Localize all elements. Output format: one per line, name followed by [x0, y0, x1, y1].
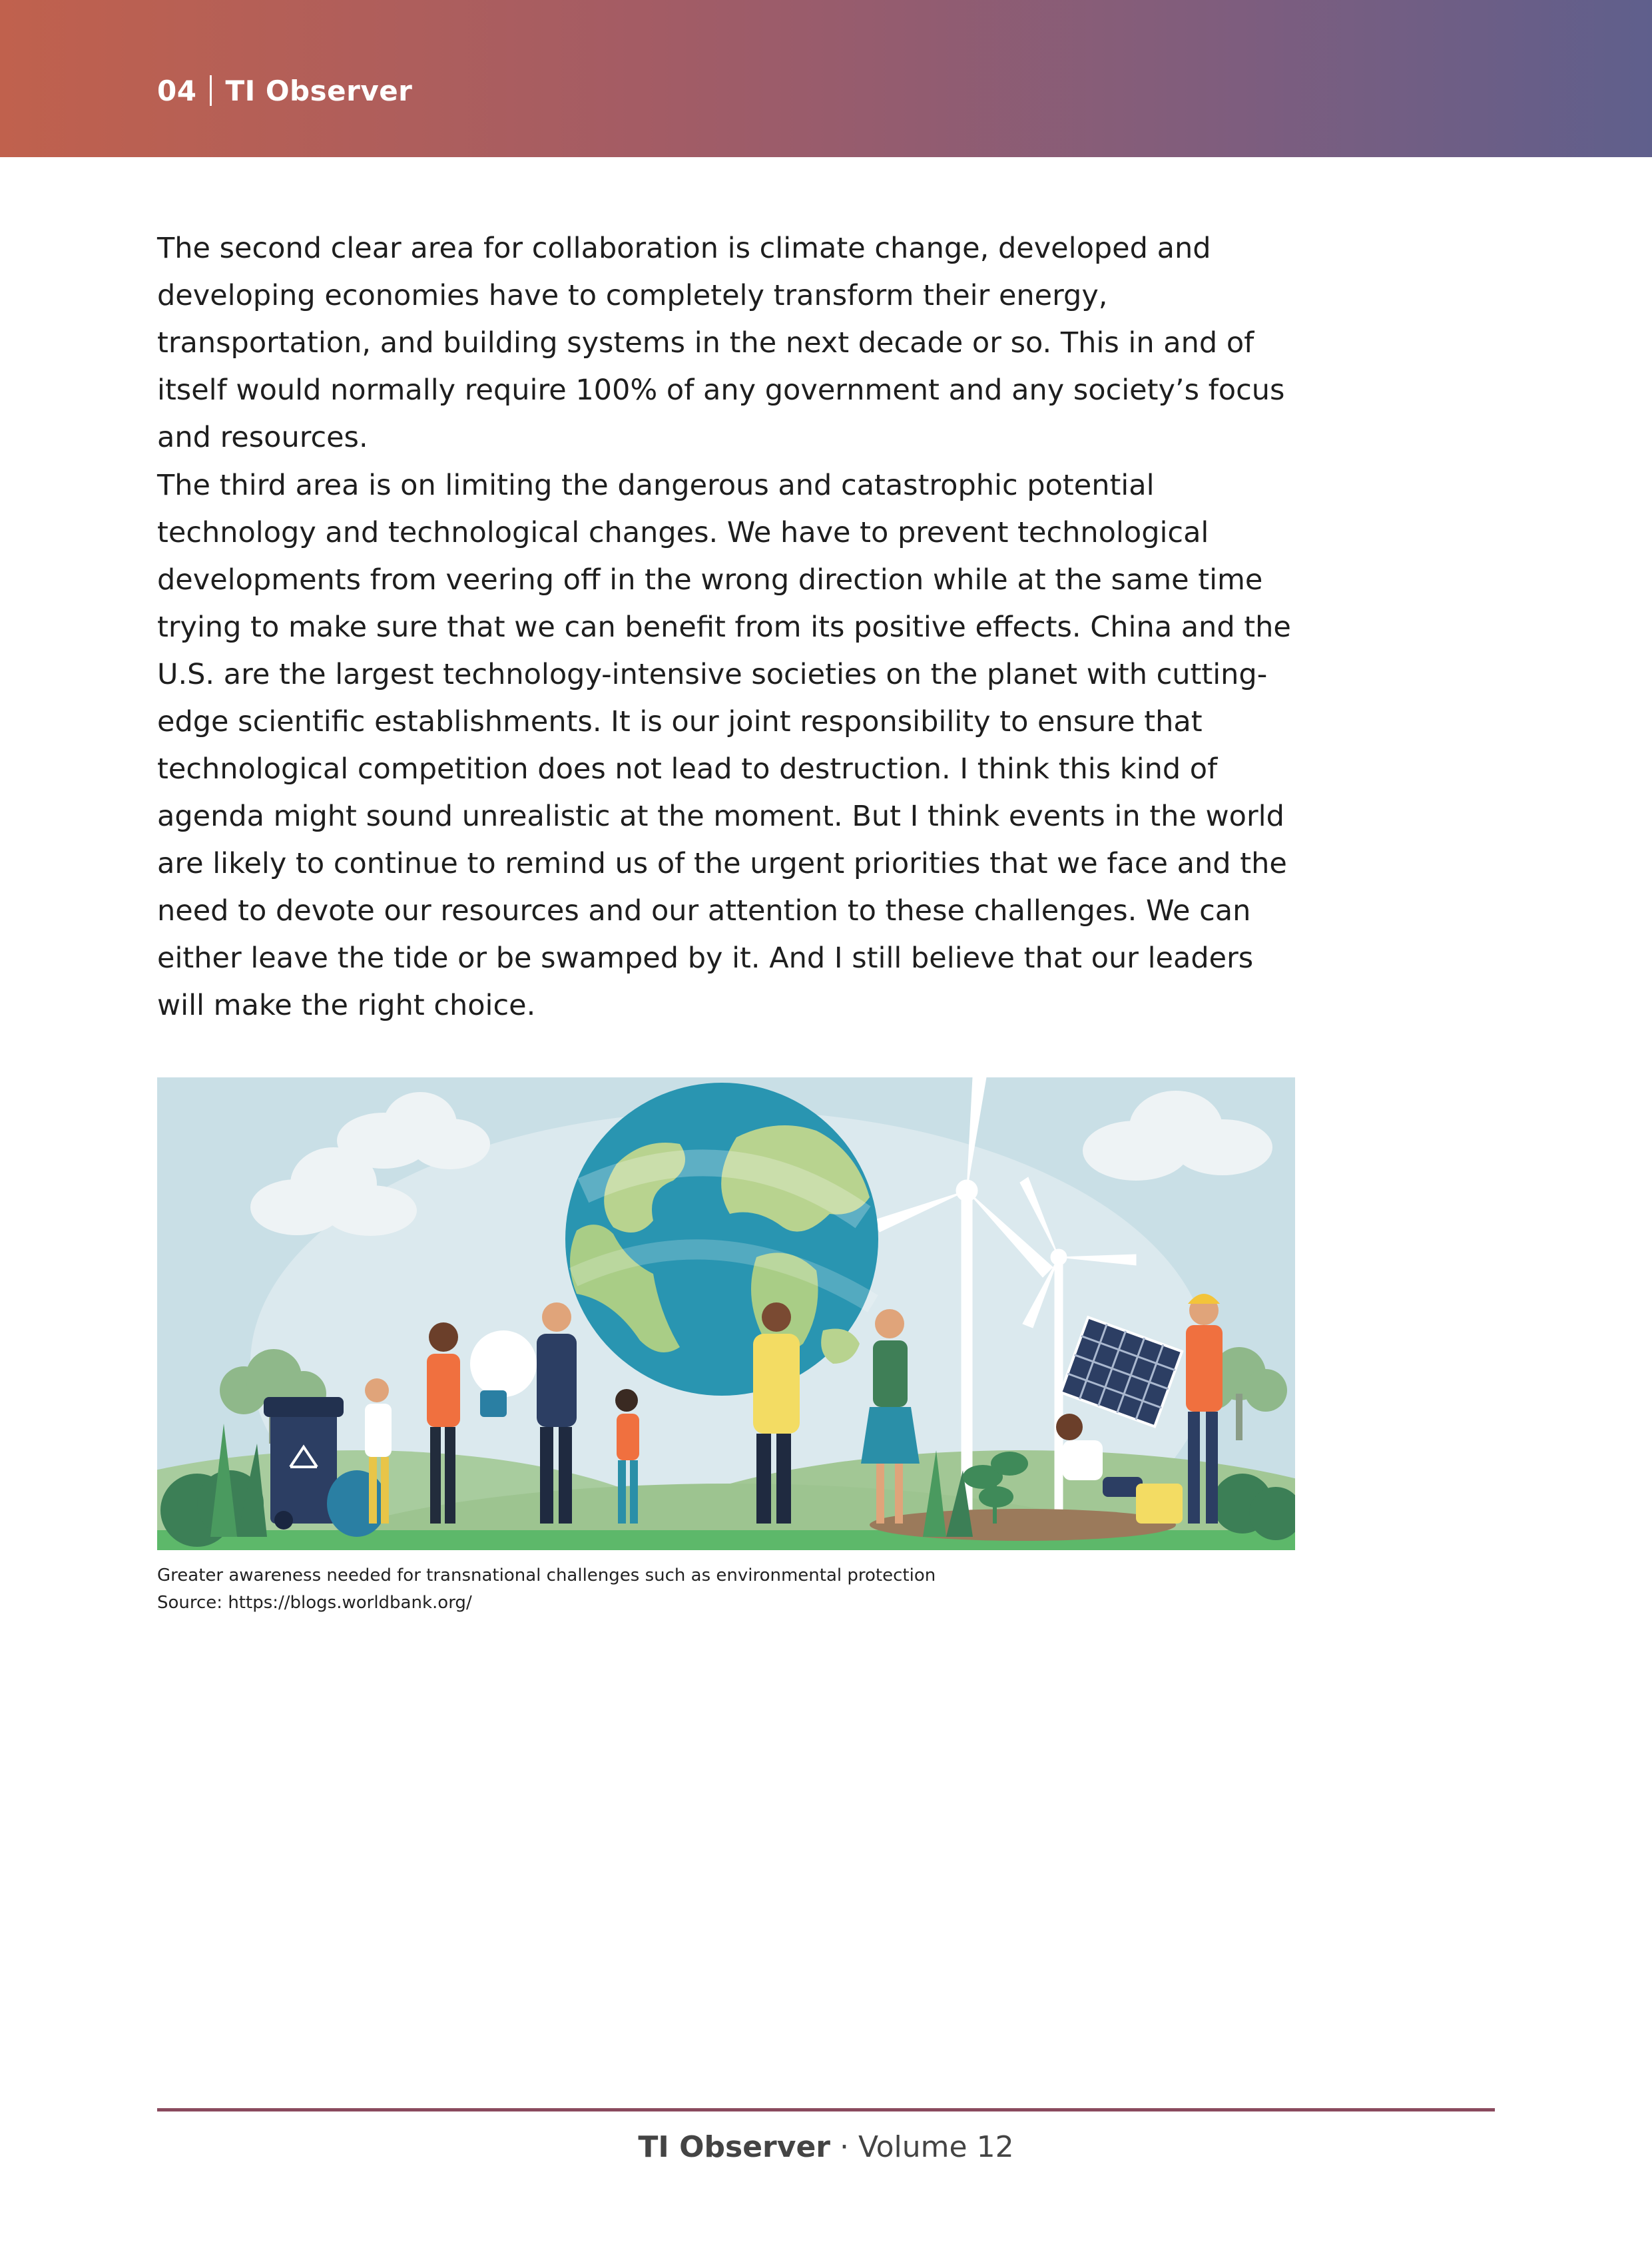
figure-caption	[157, 1562, 936, 1617]
header-title	[157, 75, 412, 107]
body-paragraph-2: The third area is on limiting the dangerous and catastrophic potential technology and technological changes. We have to prevent technological developments from veering off in the wrong direction while at the same time trying to make sure that we can benefit from its positive effects. China and the U.S. are the largest technology-intensive societies on the planet with cutting-edge scientific establishments. It is our joint responsibility to ensure that technological competition does not lead to destruction. I think this kind of agenda might sound unrealistic at the moment. But I think events in the world are likely to continue to remind us of the urgent priorities that we face and the need to devote our resources and our attention to these challenges. We can either leave the tide or be swamped by it. And I still believe that our leaders will make the right choice.	[157, 469, 1291, 1022]
environment-illustration	[157, 1077, 1295, 1550]
page-footer	[0, 2130, 1652, 2164]
header-publication: TI Observer	[225, 75, 413, 107]
footer-publication: TI Observer	[638, 2130, 830, 2164]
footer-volume: · Volume 12	[839, 2130, 1014, 2164]
header-separator	[210, 75, 212, 106]
footer-divider	[157, 2108, 1495, 2111]
caption-text: Greater awareness needed for transnational challenges such as environmental protection	[157, 1565, 936, 1585]
body-paragraph-1: The second clear area for collaboration is climate change, developed and developing economies have to completely transform their energy, transportation, and building systems in the next decade or so. This in and of itself would normally require 100% of any government and any society’s focus and resources.	[157, 232, 1285, 454]
page-header	[0, 0, 1652, 157]
caption-source: Source: https://blogs.worldbank.org/	[157, 1593, 472, 1613]
page-number: 04	[157, 75, 197, 107]
globe-icon	[565, 1083, 878, 1396]
